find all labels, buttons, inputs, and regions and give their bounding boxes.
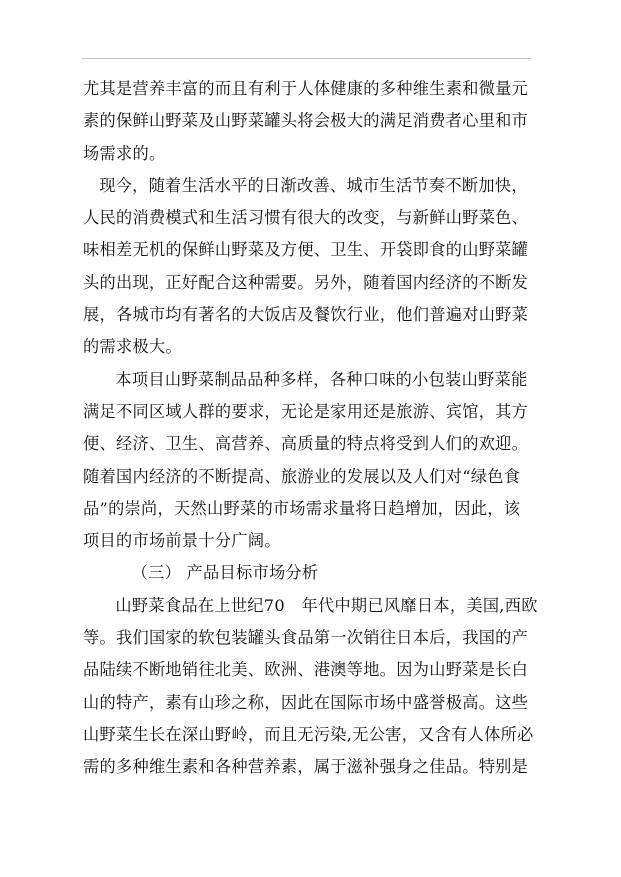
header-rule — [82, 58, 531, 59]
text-line: 展，各城市均有著名的大饭店及餐饮行业，他们普遍对山野菜 — [83, 305, 529, 325]
text-line: 山野菜生长在深山野岭，而且无污染,无公害，又含有人体所必 — [83, 724, 534, 744]
text-line: 素的保鲜山野菜及山野菜罐头将会极大的满足消费者心里和市 — [83, 111, 529, 131]
text-line: 满足不同区域人群的要求，无论是家用还是旅游、宾馆，其方 — [83, 401, 529, 421]
text-line: 等。我们国家的软包装罐头食品第一次销往日本后，我国的产 — [83, 628, 529, 648]
text-line: 随着国内经济的不断提高、旅游业的发展以及人们对“绿色食 — [83, 466, 521, 486]
text-line: 味相差无机的保鲜山野菜及方便、卫生、开袋即食的山野菜罐 — [83, 240, 529, 260]
text-line: 品”的崇尚，天然山野菜的市场需求量将日趋增加，因此，该 — [83, 498, 521, 518]
text-line: 尤其是营养丰富的而且有利于人体健康的多种维生素和微量元 — [83, 79, 529, 98]
text-line: 品陆续不断地销往北美、欧洲、港澳等地。因为山野菜是长白 — [83, 660, 529, 680]
text-line: 山野菜食品在上世纪70 年代中期已风靡日本，美国,西欧 — [115, 595, 538, 615]
section-heading: （三） 产品目标市场分析 — [131, 563, 319, 583]
text-line: 的需求极大。 — [83, 337, 182, 357]
text-line: 便、经济、卫生、高营养、高质量的特点将受到人们的欢迎。 — [83, 434, 529, 454]
text-line: 本项目山野菜制品品种多样，各种口味的小包装山野菜能 — [115, 369, 528, 389]
text-line: 项目的市场前景十分广阔。 — [83, 531, 281, 551]
text-line: 现今，随着生活水平的日渐改善、城市生活节奏不断加快， — [99, 175, 528, 195]
text-line: 场需求的。 — [83, 143, 166, 163]
text-line: 人民的消费模式和生活习惯有很大的改变，与新鲜山野菜色、 — [83, 208, 529, 228]
text-line: 需的多种维生素和各种营养素，属于滋补强身之佳品。特别是 — [83, 757, 529, 777]
body-text — [83, 73, 538, 784]
text-line: 头的出现，正好配合这种需要。另外，随着国内经济的不断发 — [83, 272, 529, 292]
text-line: 山的特产，素有山珍之称，因此在国际市场中盛誉极高。这些 — [83, 692, 529, 712]
